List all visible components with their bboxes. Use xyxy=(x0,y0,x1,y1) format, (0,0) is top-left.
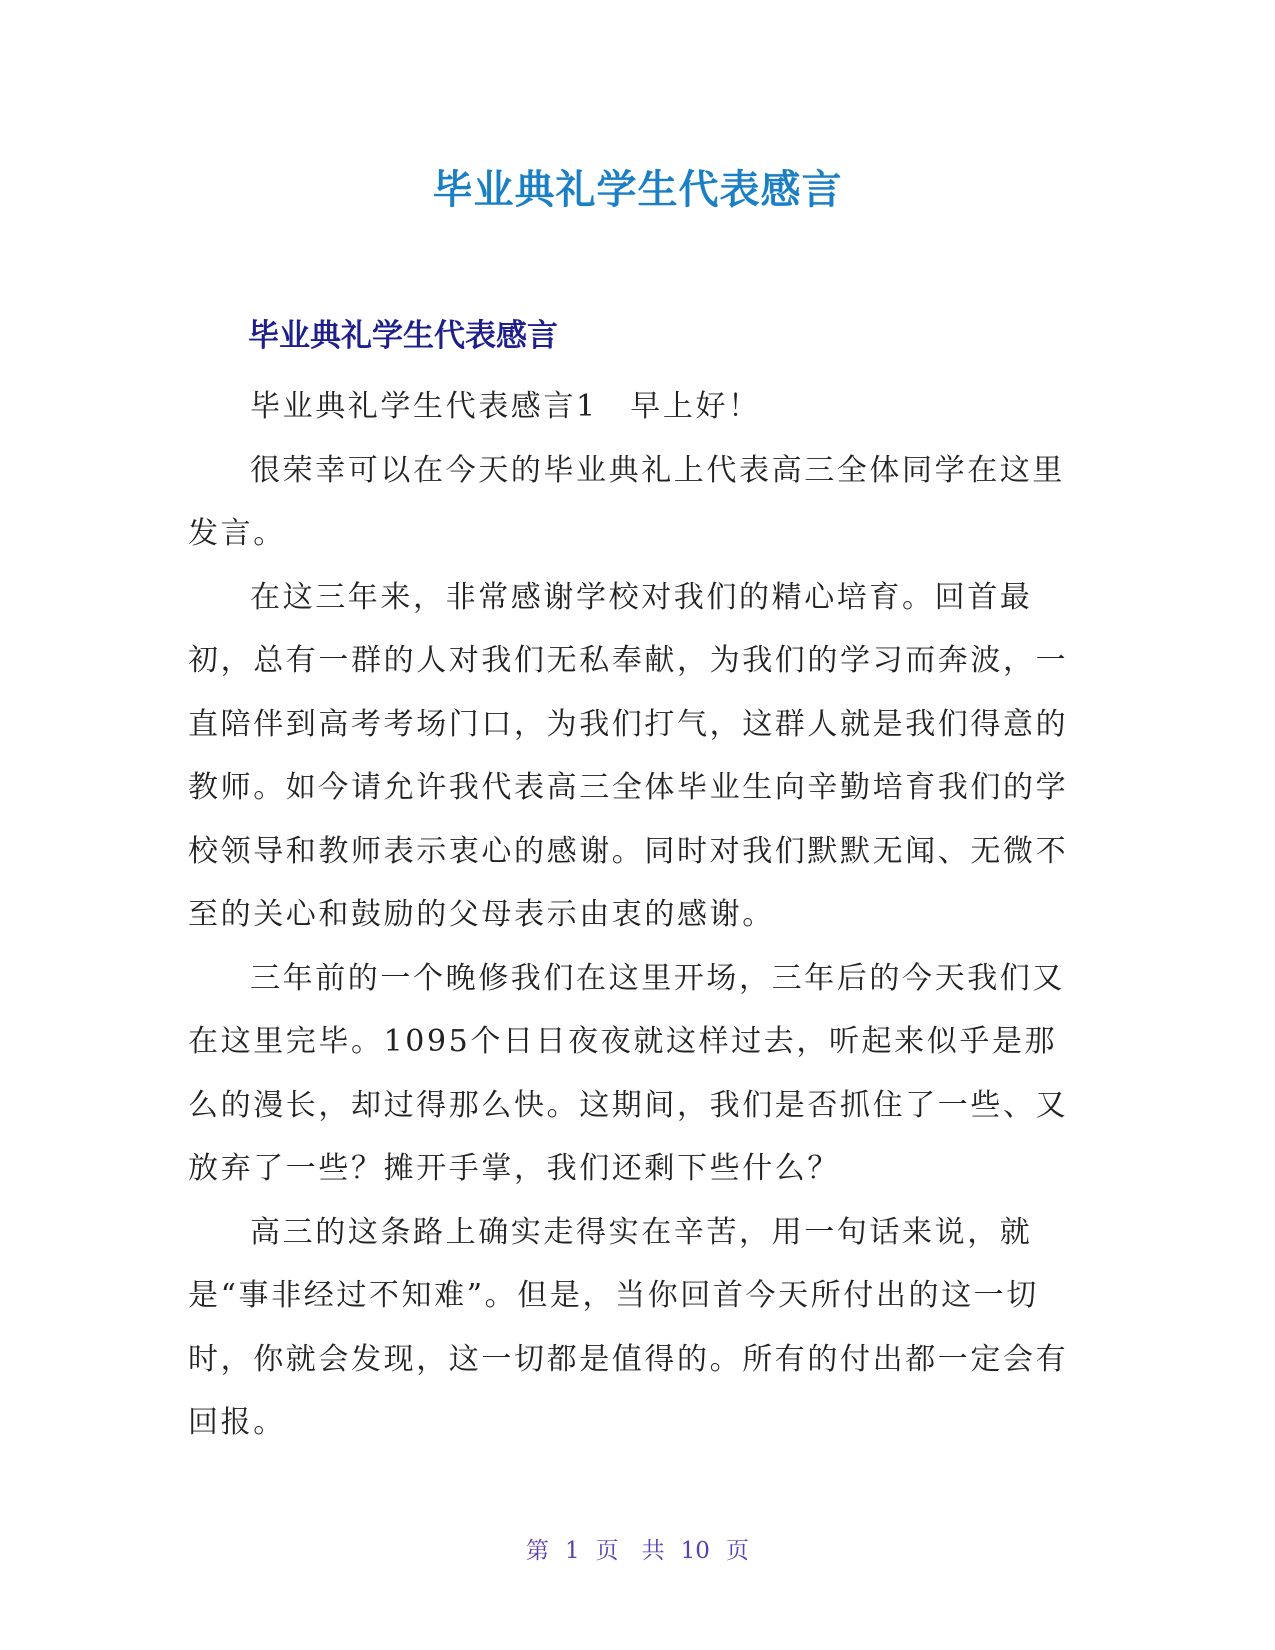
section-heading: 毕业典礼学生代表感言 xyxy=(248,318,558,354)
body-text xyxy=(188,375,1083,1455)
page-title: 毕业典礼学生代表感言 xyxy=(432,167,843,213)
paragraph-5: 高三的这条路上确实走得实在辛苦，用一句话来说，就是“事非经过不知难”。但是，当你回首今天所付出的这一切时，你就会发现，这一切都是值得的。所有的付出都一定会有回报。 xyxy=(188,1214,1069,1440)
footer-total-pages: 10 xyxy=(680,1538,710,1564)
footer-middle: 页 共 xyxy=(595,1538,665,1564)
page-number-footer xyxy=(0,1532,1275,1565)
paragraph-2: 很荣幸可以在今天的毕业典礼上代表高三全体同学在这里发言。 xyxy=(188,452,1065,551)
footer-suffix: 页 xyxy=(725,1538,749,1564)
footer-current-page: 1 xyxy=(565,1538,580,1564)
footer-prefix: 第 xyxy=(526,1538,550,1564)
paragraph-4: 三年前的一个晚修我们在这里开场，三年后的今天我们又在这里完毕。1095个日日夜夜就这样过去，听起来似乎是那么的漫长，却过得那么快。这期间，我们是否抓住了一些、又放弃了一些？摊开手掌，我们还剩下些什么？ xyxy=(188,960,1069,1186)
paragraph-3: 在这三年来，非常感谢学校对我们的精心培育。回首最初，总有一群的人对我们无私奉献，为我们的学习而奔波，一直陪伴到高考考场门口，为我们打气，这群人就是我们得意的教师。如今请允许我代表高三全体毕业生向辛勤培育我们的学校领导和教师表示衷心的感谢。同时对我们默默无闻、无微不至的关心和鼓励的父母表示由衷的感谢。 xyxy=(188,579,1069,932)
paragraph-1: 毕业典礼学生代表感言1 早上好！ xyxy=(250,389,761,424)
